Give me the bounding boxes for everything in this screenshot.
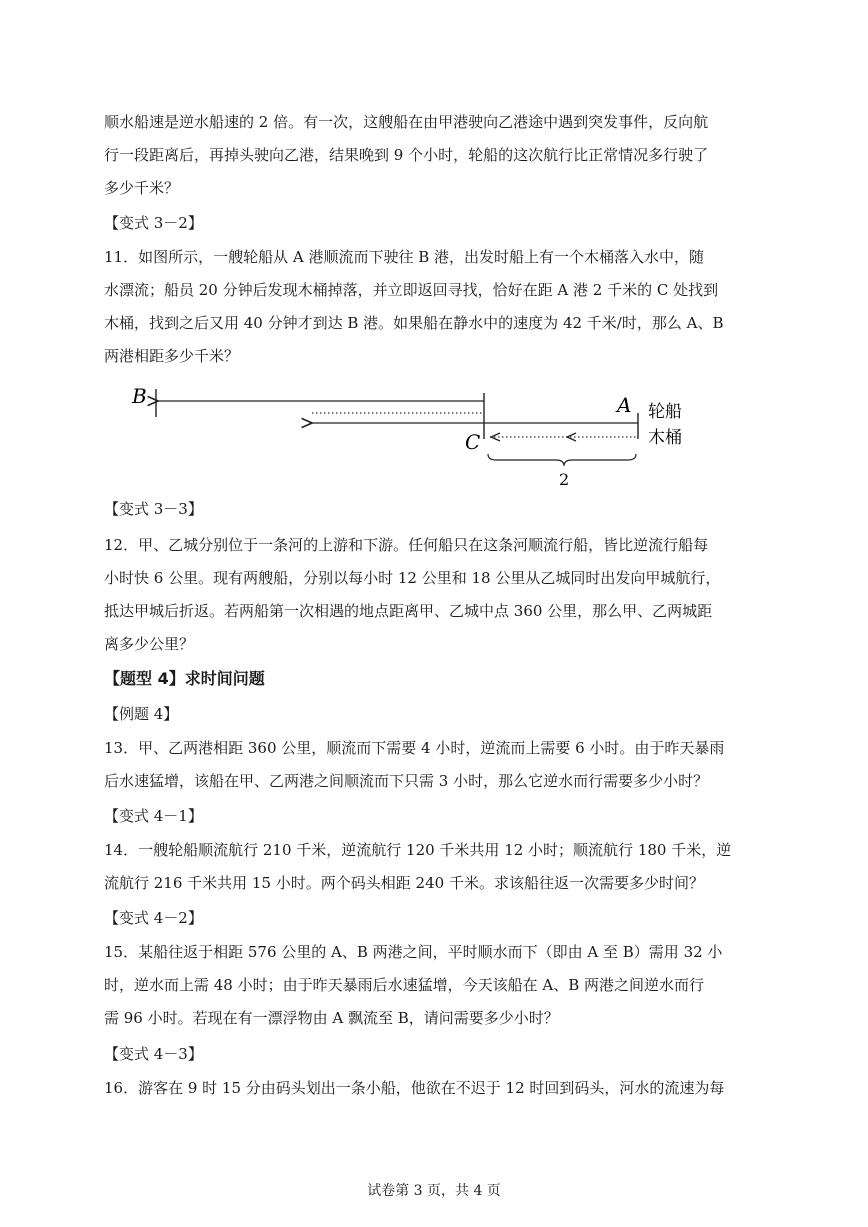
problem-11-text-line-4: 两港相距多少千米？ (104, 347, 240, 365)
variant-3-3-label: 【变式 3－3】 (104, 500, 203, 518)
problem-14-text-line-1: 14．一艘轮船顺流航行 210 千米，逆流航行 120 千米共用 12 小时；顺流航行 180 千米，逆 (104, 841, 732, 859)
variant-4-1-label: 【变式 4－1】 (104, 807, 203, 825)
problem-13-text-line-1: 13．甲、乙两港相距 360 公里，顺流而下需要 4 小时，逆流而上需要 6 小时。由于昨天暴雨 (104, 739, 725, 757)
problem-16-text-line-1: 16．游客在 9 时 15 分由码头划出一条小船，他欲在不迟于 12 时回到码头，河水的流速为每 (104, 1079, 725, 1097)
variant-3-2-label: 【变式 3－2】 (104, 214, 203, 232)
problem-15-text-line-1: 15．某船往返于相距 576 公里的 A、B 两港之间，平时顺水而下（即由 A 至 B）需用 32 小 (104, 943, 723, 961)
variant-4-3-label: 【变式 4－3】 (104, 1045, 203, 1063)
legend-ship: 轮船 (648, 402, 682, 422)
problem-15-text-line-3: 需 96 小时。若现在有一漂浮物由 A 飘流至 B，请问需要多少小时？ (104, 1009, 559, 1027)
section-heading-type-4: 【题型 4】求时间问题 (104, 669, 265, 688)
problem-10-text-line-1: 顺水船速是逆水船速的 2 倍。有一次，这艘船在由甲港驶向乙港途中遇到突发事件，反向航 (104, 113, 709, 131)
problem-11-text-line-1: 11．如图所示，一艘轮船从 A 港顺流而下驶往 B 港，出发时船上有一个木桶落入水中，随 (104, 248, 705, 266)
boat-barrel-diagram (128, 387, 708, 495)
problem-10-text-line-3: 多少千米？ (104, 179, 180, 197)
distance-label: 2 (559, 470, 570, 489)
problem-11-text-line-2: 水漂流；船员 20 分钟后发现木桶掉落，并立即返回寻找，恰好在距 A 港 2 千米的 C 处找到 (104, 281, 719, 299)
problem-10-text-line-2: 行一段距离后，再掉头驶向乙港，结果晚到 9 个小时，轮船的这次航行比正常情况多行驶了 (104, 146, 709, 164)
problem-12-text-line-4: 离多少公里？ (104, 635, 195, 653)
label-b: B (132, 387, 147, 408)
label-c: C (465, 430, 481, 454)
problem-12-text-line-3: 抵达甲城后折返。若两船第一次相遇的地点距离甲、乙城中点 360 公里，那么甲、乙两城距 (104, 602, 713, 620)
distance-brace (488, 454, 636, 466)
example-4-label: 【例题 4】 (104, 705, 179, 723)
variant-4-2-label: 【变式 4－2】 (104, 909, 203, 927)
label-a: A (617, 393, 632, 417)
problem-12-text-line-2: 小时快 6 公里。现有两艘船，分别以每小时 12 公里和 18 公里从乙城同时出发向甲城航行， (104, 569, 721, 587)
problem-12-text-line-1: 12．甲、乙城分别位于一条河的上游和下游。任何船只在这条河顺流行船，皆比逆流行船每 (104, 536, 709, 554)
problem-11-text-line-3: 木桶，找到之后又用 40 分钟才到达 B 港。如果船在静水中的速度为 42 千米/时，那么 A、B (104, 314, 724, 332)
problem-13-text-line-2: 后水速猛增，该船在甲、乙两港之间顺流而下只需 3 小时，那么它逆水而行需要多少小时？ (104, 772, 709, 790)
problem-15-text-line-2: 时，逆水而上需 48 小时；由于昨天暴雨后水速猛增，今天该船在 A、B 两港之间逆水而行 (104, 976, 705, 994)
problem-14-text-line-2: 流航行 216 千米共用 15 小时。两个码头相距 240 千米。求该船往返一次需要多少时间？ (104, 874, 704, 892)
legend-barrel: 木桶 (648, 428, 682, 448)
page-footer: 试卷第 3 页，共 4 页 (367, 1183, 501, 1199)
